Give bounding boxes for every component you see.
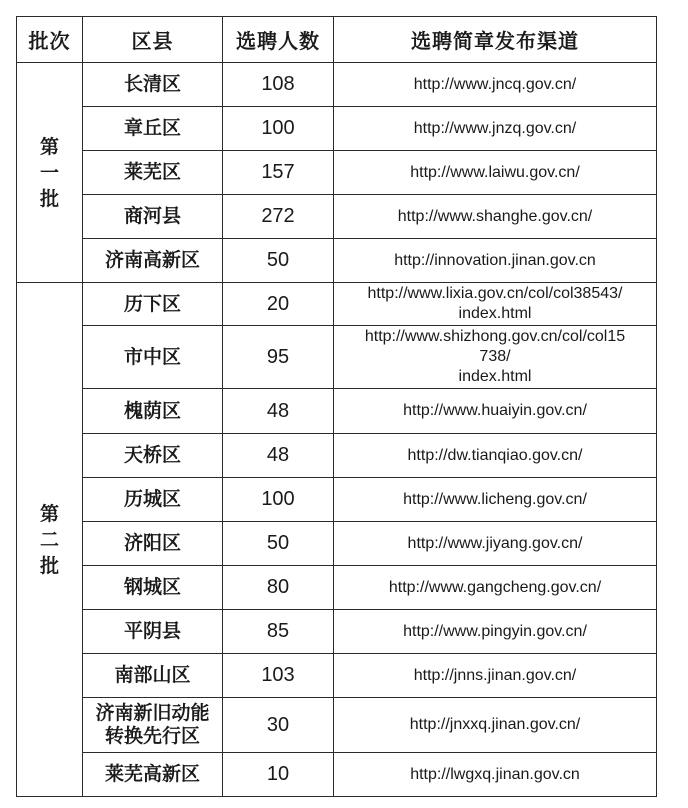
recruit-count-cell: 85 (223, 610, 334, 654)
batch-label-line: 第 (39, 135, 59, 158)
table-row (17, 522, 657, 566)
channel-url-cell (334, 698, 657, 753)
district-name: 天桥区 (123, 444, 181, 466)
district-name: 莱芜区 (123, 161, 181, 183)
channel-url-link[interactable]: index.html (458, 368, 532, 385)
recruit-count-cell: 80 (223, 566, 334, 610)
district-name: 长清区 (123, 73, 181, 95)
channel-url-cell (334, 63, 657, 107)
district-cell (83, 283, 223, 326)
recruit-count-cell: 157 (223, 151, 334, 195)
channel-url-link[interactable]: http://www.laiwu.gov.cn/ (410, 163, 580, 181)
channel-url-cell (334, 239, 657, 283)
table-body (17, 63, 657, 797)
district-cell (83, 610, 223, 654)
table-row (17, 326, 657, 389)
district-name: 市中区 (123, 345, 181, 368)
table-row (17, 654, 657, 698)
district-name: 平阴县 (123, 620, 181, 642)
table-row (17, 753, 657, 797)
table-row (17, 434, 657, 478)
batch-label-cell (17, 283, 83, 797)
table-row (17, 698, 657, 753)
header-row (17, 17, 657, 63)
channel-url-link[interactable]: http://lwgxq.jinan.gov.cn (410, 765, 580, 783)
district-name: 历城区 (123, 488, 181, 510)
channel-url-link[interactable]: http://www.jiyang.gov.cn/ (407, 534, 583, 552)
batch-label-line: 一 (39, 161, 59, 184)
recruit-count-cell: 48 (223, 434, 334, 478)
recruit-count-cell: 50 (223, 239, 334, 283)
table-row (17, 566, 657, 610)
recruitment-table (16, 16, 657, 797)
channel-url-cell (334, 389, 657, 434)
channel-url-cell (334, 522, 657, 566)
channel-url-cell (334, 610, 657, 654)
channel-url-link[interactable]: http://jnns.jinan.gov.cn/ (413, 666, 577, 684)
district-name: 商河县 (123, 205, 181, 227)
district-cell (83, 107, 223, 151)
channel-url-cell (334, 478, 657, 522)
channel-url-cell (334, 566, 657, 610)
district-name: 钢城区 (123, 576, 181, 598)
channel-url-link[interactable]: http://www.jncq.gov.cn/ (413, 75, 577, 93)
channel-url-cell (334, 283, 657, 326)
district-cell (83, 195, 223, 239)
recruit-count-cell: 103 (223, 654, 334, 698)
table-row (17, 478, 657, 522)
district-name: 济南新旧动能 (95, 702, 210, 724)
recruit-count-cell: 50 (223, 522, 334, 566)
table-row (17, 283, 657, 326)
recruit-count-cell: 10 (223, 753, 334, 797)
channel-url-link[interactable]: http://dw.tianqiao.gov.cn/ (407, 446, 583, 464)
recruit-count-cell: 108 (223, 63, 334, 107)
district-name: 济南高新区 (104, 249, 200, 271)
table-row (17, 107, 657, 151)
recruit-count-cell: 95 (223, 326, 334, 389)
channel-url-link[interactable]: http://jnxxq.jinan.gov.cn/ (409, 716, 581, 733)
recruit-count-cell: 48 (223, 389, 334, 434)
district-name: 济阳区 (123, 532, 181, 554)
channel-url-link[interactable]: http://www.licheng.gov.cn/ (403, 490, 587, 508)
channel-url-link[interactable]: http://www.huaiyin.gov.cn/ (403, 402, 587, 419)
channel-url-link[interactable]: http://www.pingyin.gov.cn/ (403, 622, 587, 640)
channel-url-cell (334, 107, 657, 151)
recruit-count-cell: 100 (223, 107, 334, 151)
district-cell (83, 522, 223, 566)
table-row (17, 195, 657, 239)
district-cell (83, 389, 223, 434)
header-channel: 选聘简章发布渠道 (334, 17, 657, 63)
channel-url-link[interactable]: http://innovation.jinan.gov.cn (394, 251, 596, 269)
batch-label-line: 第 (39, 502, 59, 525)
district-cell (83, 434, 223, 478)
channel-url-link[interactable]: index.html (458, 305, 532, 322)
district-name: 章丘区 (123, 117, 181, 139)
district-cell (83, 566, 223, 610)
district-name: 南部山区 (114, 664, 191, 686)
header-count: 选聘人数 (223, 17, 334, 63)
recruit-count-cell: 100 (223, 478, 334, 522)
table-row (17, 389, 657, 434)
district-cell (83, 326, 223, 389)
district-name: 历下区 (123, 292, 181, 315)
channel-url-cell (334, 434, 657, 478)
batch-label-cell (17, 63, 83, 283)
district-cell (83, 654, 223, 698)
batch-label-line: 二 (39, 528, 59, 551)
district-cell (83, 151, 223, 195)
recruit-count-cell: 272 (223, 195, 334, 239)
recruit-count-cell: 20 (223, 283, 334, 326)
district-name: 槐荫区 (123, 399, 181, 422)
channel-url-link[interactable]: http://www.shanghe.gov.cn/ (397, 207, 593, 225)
table-row (17, 63, 657, 107)
header-batch: 批次 (17, 17, 83, 63)
channel-url-link[interactable]: 738/ (479, 348, 511, 365)
channel-url-link[interactable]: http://www.shizhong.gov.cn/col/col15 (364, 328, 626, 345)
district-cell (83, 63, 223, 107)
channel-url-link[interactable]: http://www.lixia.gov.cn/col/col38543/ (367, 285, 623, 302)
batch-label-line: 批 (39, 554, 59, 577)
district-name: 莱芜高新区 (104, 763, 200, 785)
channel-url-cell (334, 654, 657, 698)
channel-url-cell (334, 326, 657, 389)
batch-label-line: 批 (39, 187, 59, 210)
table-row (17, 151, 657, 195)
district-name: 转换先行区 (104, 725, 200, 747)
district-cell (83, 239, 223, 283)
district-cell (83, 478, 223, 522)
table-row (17, 239, 657, 283)
channel-url-cell (334, 753, 657, 797)
district-cell (83, 698, 223, 753)
channel-url-link[interactable]: http://www.jnzq.gov.cn/ (413, 119, 577, 137)
channel-url-cell (334, 151, 657, 195)
recruit-count-cell: 30 (223, 698, 334, 753)
table-row (17, 610, 657, 654)
channel-url-link[interactable]: http://www.gangcheng.gov.cn/ (388, 578, 602, 596)
header-district: 区县 (83, 17, 223, 63)
district-cell (83, 753, 223, 797)
channel-url-cell (334, 195, 657, 239)
